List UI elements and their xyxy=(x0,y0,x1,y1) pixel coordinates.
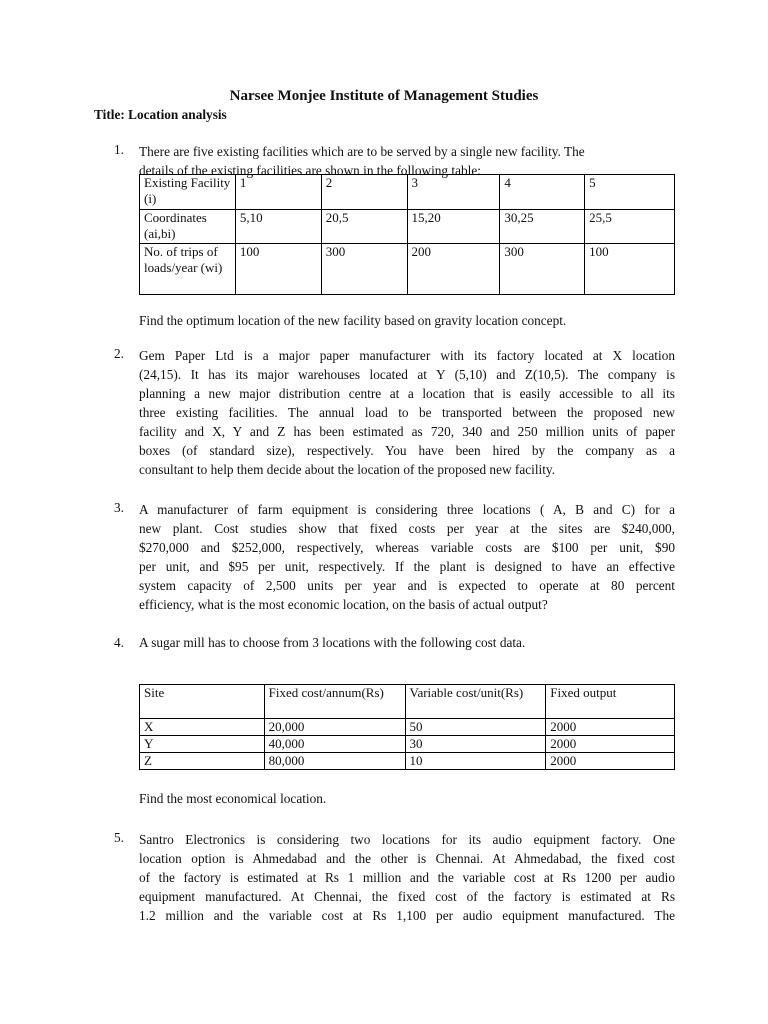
table-cell: 10 xyxy=(405,753,546,770)
q2-line: facility and X, Y and Z has been estimated as 720, 340 and 250 million units of paper xyxy=(139,424,675,439)
table-cell: 2 xyxy=(321,175,407,210)
table-cell: 300 xyxy=(321,244,407,295)
table-cell: 30,25 xyxy=(500,210,585,244)
table-cell: 80,000 xyxy=(264,753,405,770)
table-cell: 30 xyxy=(405,736,546,753)
table-cell: Y xyxy=(140,736,265,753)
table-cell: Z xyxy=(140,753,265,770)
q2-number: 2. xyxy=(114,346,124,361)
q1-number: 1. xyxy=(114,142,124,157)
page-title: Narsee Monjee Institute of Management Studies xyxy=(229,88,539,104)
q5-line: of the factory is estimated at Rs 1 million and the variable cost at Rs 1200 per audio xyxy=(139,870,675,885)
table-cell: 20,000 xyxy=(264,719,405,736)
q3-number: 3. xyxy=(114,500,124,515)
q1-line: There are five existing facilities which are to be served by a single new facility. The xyxy=(139,144,585,159)
q2-line: boxes (of standard size), respectively. You have been hired by the company as a xyxy=(139,443,675,458)
table-row xyxy=(140,753,675,770)
q5-line: Santro Electronics is considering two locations for its audio equipment factory. One xyxy=(139,832,675,847)
table-row xyxy=(140,210,675,244)
q3-line: system capacity of 2,500 units per year and is expected to operate at 80 percent xyxy=(139,578,675,593)
sugar-mill-cost-table xyxy=(139,684,675,770)
q1-instruction: Find the optimum location of the new facility based on gravity location concept. xyxy=(139,313,567,328)
table-cell: 25,5 xyxy=(585,210,675,244)
table-cell: Coordinates (ai,bi) xyxy=(140,210,236,244)
q3-text xyxy=(139,500,675,614)
document-subtitle: Title: Location analysis xyxy=(94,107,227,122)
q5-line: location option is Ahmedabad and the other is Chennai. At Ahmedabad, the fixed cost xyxy=(139,851,675,866)
q4-instruction: Find the most economical location. xyxy=(139,791,327,806)
q3-line: per unit, and $95 per unit, respectively. If the plant is designed to have an effective xyxy=(139,559,675,574)
table-cell: 1 xyxy=(235,175,321,210)
table-row xyxy=(140,736,675,753)
table-header-cell: Variable cost/unit(Rs) xyxy=(405,685,546,719)
table-header-cell: Fixed cost/annum(Rs) xyxy=(264,685,405,719)
table-cell: 2000 xyxy=(546,736,675,753)
table-cell: X xyxy=(140,719,265,736)
table-header-cell: Site xyxy=(140,685,265,719)
q5-line: 1.2 million and the variable cost at Rs 1,100 per audio equipment manufactured. The xyxy=(139,908,675,923)
q2-text xyxy=(139,346,675,479)
table-cell: 4 xyxy=(500,175,585,210)
table-cell: 2000 xyxy=(546,719,675,736)
table-cell: Existing Facility (i) xyxy=(140,175,236,210)
table-cell: 5,10 xyxy=(235,210,321,244)
facilities-table xyxy=(139,174,675,295)
table-row xyxy=(140,719,675,736)
table-cell: 3 xyxy=(407,175,500,210)
table-cell: 20,5 xyxy=(321,210,407,244)
table-row xyxy=(140,244,675,295)
q3-line: new plant. Cost studies show that fixed costs per year at the sites are $240,000, xyxy=(139,521,675,536)
q3-line: $270,000 and $252,000, respectively, whereas variable costs are $100 per unit, $90 xyxy=(139,540,675,555)
table-header-row xyxy=(140,685,675,719)
q5-line: equipment manufactured. At Chennai, the fixed cost of the factory is estimated at Rs xyxy=(139,889,675,904)
table-cell: 50 xyxy=(405,719,546,736)
q2-line: planning a new major distribution centre at a location that is easily accessible to all its xyxy=(139,386,675,401)
table-cell: No. of trips of loads/year (wi) xyxy=(140,244,236,295)
q2-line: Gem Paper Ltd is a major paper manufacturer with its factory located at X location xyxy=(139,348,675,363)
table-cell: 200 xyxy=(407,244,500,295)
table-header-cell: Fixed output xyxy=(546,685,675,719)
q2-line: three existing facilities. The annual load to be transported between the proposed new xyxy=(139,405,675,420)
table-cell: 100 xyxy=(235,244,321,295)
q2-line: consultant to help them decide about the location of the proposed new facility. xyxy=(139,462,556,477)
table-cell: 40,000 xyxy=(264,736,405,753)
q5-number: 5. xyxy=(114,830,124,845)
table-cell: 100 xyxy=(585,244,675,295)
q5-text xyxy=(139,830,675,925)
q4-intro: A sugar mill has to choose from 3 locations with the following cost data. xyxy=(139,635,526,650)
table-cell: 15,20 xyxy=(407,210,500,244)
q4-number: 4. xyxy=(114,635,124,650)
table-row xyxy=(140,175,675,210)
table-cell: 300 xyxy=(500,244,585,295)
q3-line: efficiency, what is the most economic location, on the basis of actual output? xyxy=(139,597,548,612)
q2-line: (24,15). It has its major warehouses located at Y (5,10) and Z(10,5). The company is xyxy=(139,367,675,382)
q3-line: A manufacturer of farm equipment is considering three locations ( A, B and C) for a xyxy=(139,502,675,517)
q1-line: details of the existing facilities are shown in the following table: xyxy=(139,163,481,178)
table-cell: 5 xyxy=(585,175,675,210)
table-cell: 2000 xyxy=(546,753,675,770)
